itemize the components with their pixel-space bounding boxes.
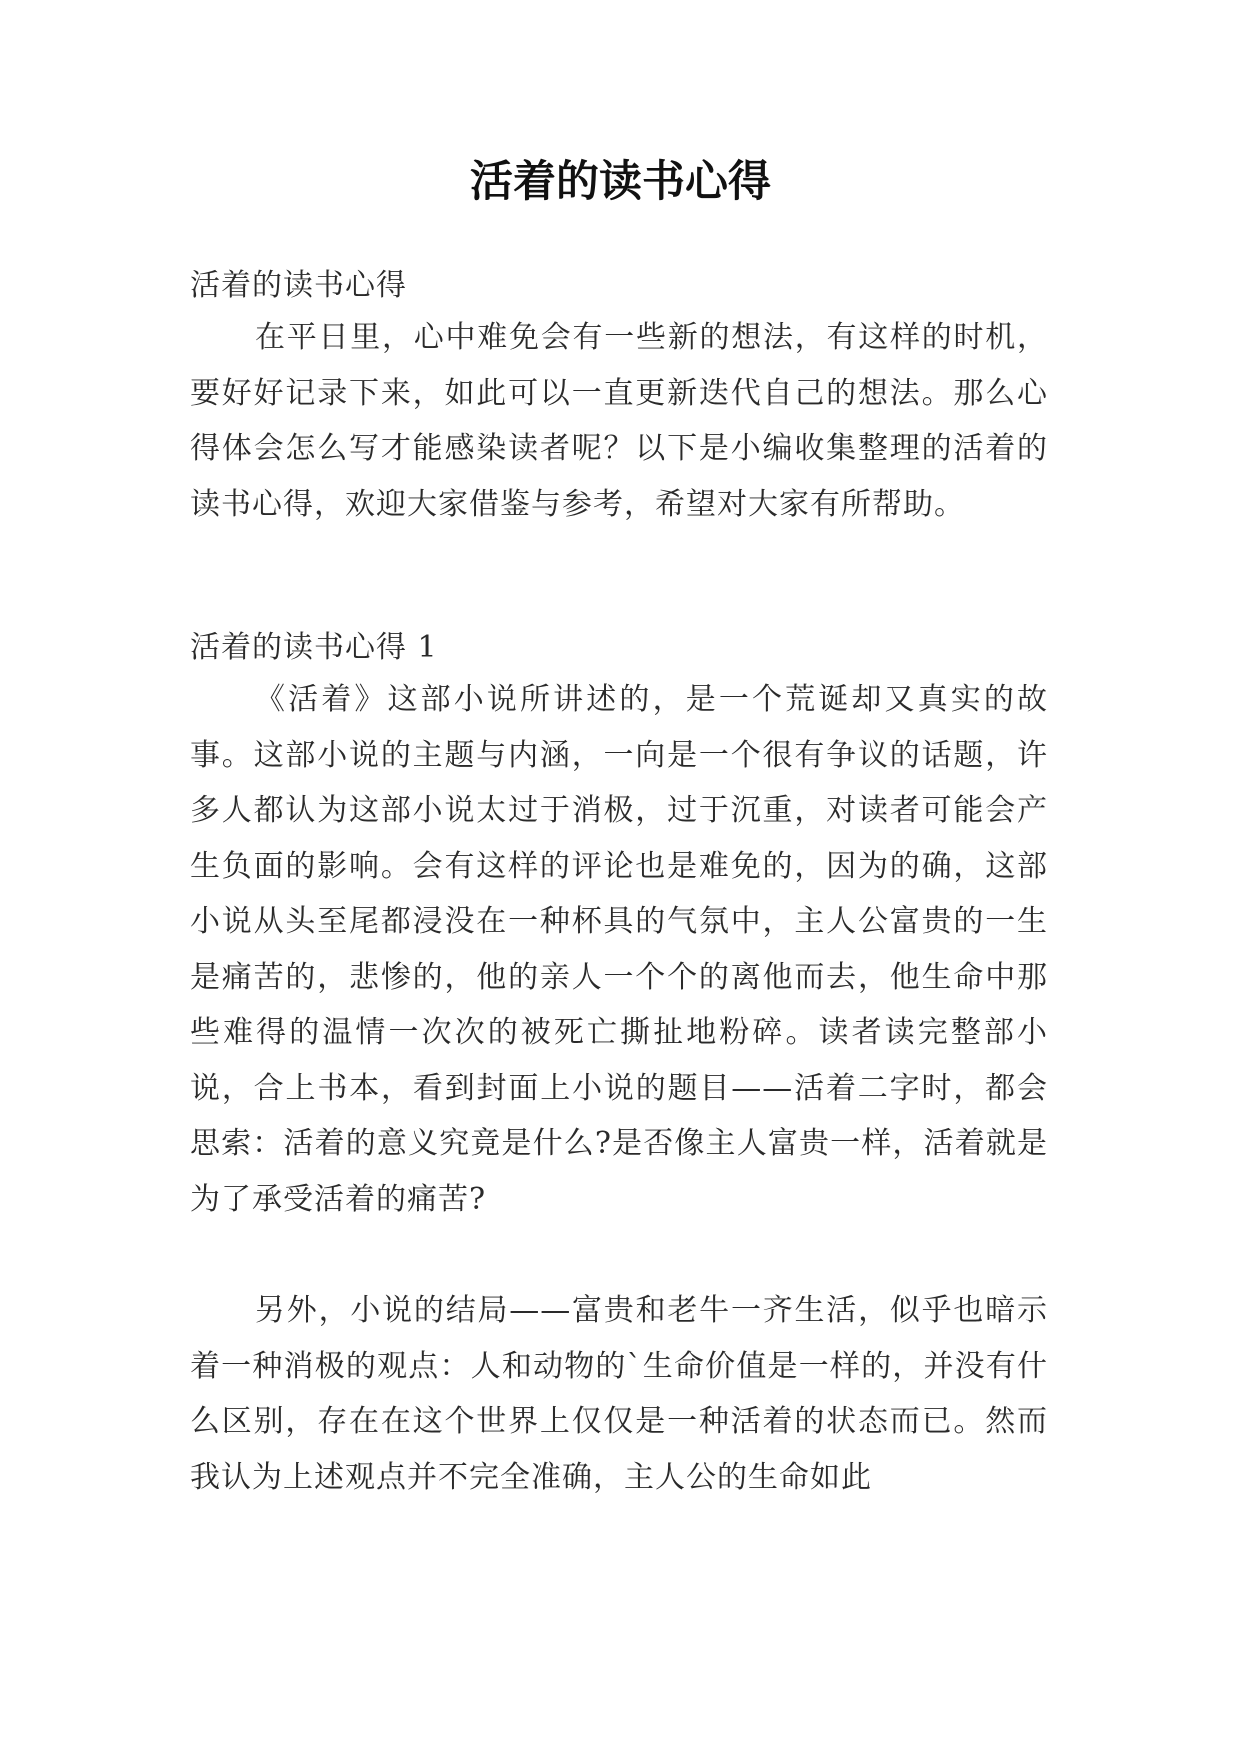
section1-paragraph-2: 另外，小说的结局——富贵和老牛一齐生活，似乎也暗示着一种消极的观点：人和动物的`生命价值是一样的，并没有什么区别，存在在这个世界上仅仅是一种活着的状态而已。然而我认为上述观点并不完全准确，主人公的生命如此 bbox=[190, 1293, 1048, 1495]
section1-paragraph-1: 《活着》这部小说所讲述的，是一个荒诞却又真实的故事。这部小说的主题与内涵，一向是一个很有争议的话题，许多人都认为这部小说太过于消极，过于沉重，对读者可能会产生负面的影响。会有这样的评论也是难免的，因为的确，这部小说从头至尾都浸没在一种杯具的气氛中，主人公富贵的一生是痛苦的，悲惨的，他的亲人一个个的离他而去，他生命中那些难得的温情一次次的被死亡撕扯地粉碎。读者读完整部小说，合上书本，看到封面上小说的题目——活着二字时，都会思索：活着的意义究竟是什么?是否像主人富贵一样，活着就是为了承受活着的痛苦? bbox=[190, 682, 1048, 1217]
intro-heading: 活着的读书心得 bbox=[190, 268, 407, 303]
intro-paragraph: 在平日里，心中难免会有一些新的想法，有这样的时机，要好好记录下来，如此可以一直更新迭代自己的想法。那么心得体会怎么写才能感染读者呢？以下是小编收集整理的活着的读书心得，欢迎大家借鉴与参考，希望对大家有所帮助。 bbox=[190, 320, 1048, 522]
section1-heading: 活着的读书心得 1 bbox=[190, 630, 438, 665]
document-title: 活着的读书心得 bbox=[470, 157, 771, 207]
